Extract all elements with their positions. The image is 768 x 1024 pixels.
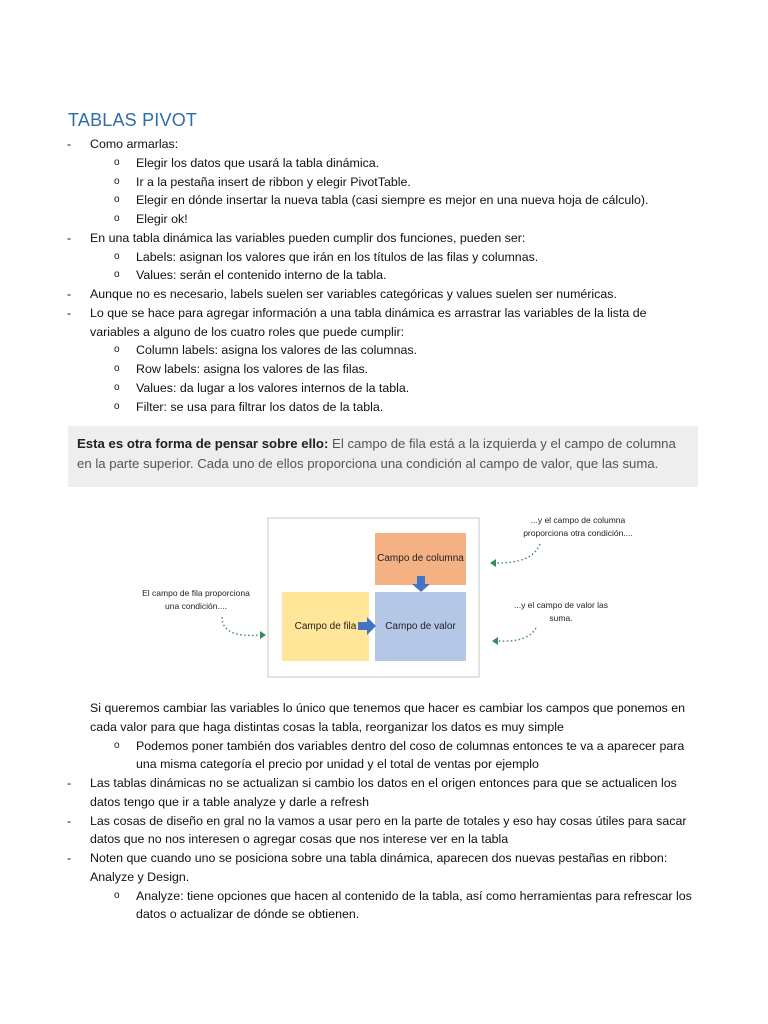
list-item-line: Noten que cuando uno se posiciona sobre una tabla dinámica, aparecen dos nuevas pestañas en ribbon: [90,851,668,865]
sub-list-item: Elegir ok! [136,212,188,226]
row-note-line2: una condición.... [165,601,227,611]
list-item-heading: Como armarlas: [90,137,179,151]
sub-list-item: Elegir en dónde insertar la nueva tabla (casi siempre es mejor en una nueva hoja de cálculo). [136,193,649,207]
sub-list-item: Row labels: asigna los valores de las filas. [136,362,369,376]
list-dash: - [67,137,72,151]
callout-rest: El campo de fila está a la izquierda y el campo de columna en la parte superior. Cada uno de ellos proporciona una condición al campo de valor, que las suma. [77,436,676,471]
sub-bullet: o [114,363,120,374]
value-note-line2: suma. [549,613,573,623]
page-title: TABLAS PIVOT [68,110,198,130]
column-field-label: Campo de columna [377,553,464,564]
list-item-line: Lo que se hace para agregar información a una tabla dinámica es arrastrar las variables de la lista de [90,306,647,320]
list-dash: - [67,287,72,301]
row-note-connector [222,617,260,635]
sub-list-item-line: Analyze: tiene opciones que hacen al contenido de la tabla, así como herramientas para refrescar los [136,889,692,903]
list-item-line: Analyze y Design. [90,870,190,884]
list-dash: - [67,851,72,865]
sub-bullet: o [114,157,120,168]
row-note-line1: El campo de fila proporciona [142,588,250,598]
sub-list-item: Column labels: asigna los valores de las columnas. [136,343,417,357]
sub-bullet: o [114,401,120,412]
callout-text [77,434,693,474]
sub-list-item: Ir a la pestaña insert de ribbon y elegir PivotTable. [136,175,411,189]
row-note-arrowhead-icon [260,631,266,639]
list-item-line: Las tablas dinámicas no se actualizan si cambio los datos en el origen entonces para que se actualicen los [90,776,677,790]
list-item: En una tabla dinámica las variables pueden cumplir dos funciones, pueden ser: [90,231,526,245]
list-dash: - [67,231,72,245]
sub-list-item-line: datos o actualizar de dónde se obtienen. [136,907,360,921]
sub-list-item-line: Podemos poner también dos variables dentro del coso de columnas entonces te va a aparecer para [136,739,685,753]
paragraph-line: Si queremos cambiar las variables lo único que tenemos que hacer es cambiar los campos que ponemos en [90,701,686,715]
column-note-line2: proporciona otra condición.... [523,528,633,538]
sub-bullet: o [114,382,120,393]
sub-list-item: Values: da lugar a los valores internos de la tabla. [136,381,410,395]
sub-bullet: o [114,344,120,355]
callout-bold: Esta es otra forma de pensar sobre ello: [77,436,329,451]
sub-bullet: o [114,740,120,751]
sub-list-item: Elegir los datos que usará la tabla dinámica. [136,156,380,170]
sub-list-item: Values: serán el contenido interno de la tabla. [136,268,387,282]
value-note-line1: ...y el campo de valor las [513,600,609,610]
column-note-arrowhead-icon [490,559,496,567]
list-item-line: datos tengo que ir a table analyze y darle a refresh [90,795,369,809]
sub-list-item: Filter: se usa para filtrar los datos de la tabla. [136,400,384,414]
sub-bullet: o [114,213,120,224]
list-item-line: variables a alguno de los cuatro roles que puede cumplir: [90,325,405,339]
list-dash: - [67,776,72,790]
paragraph-line: cada valor para que haga distintas cosas la tabla, reorganizar los datos es muy simple [90,720,564,734]
list-item-line: datos que no nos interesen o agregar cosas que nos interese ver en la tabla [90,832,509,846]
sub-bullet: o [114,890,120,901]
pivot-diagram [0,500,768,690]
sub-bullet: o [114,176,120,187]
list-item: Aunque no es necesario, labels suelen ser variables categóricas y values suelen ser numéricas. [90,287,617,301]
value-note-connector [498,628,536,641]
value-field-label: Campo de valor [385,621,456,632]
callout-box [68,426,698,487]
row-field-label: Campo de fila [294,621,357,632]
list-item-line: Las cosas de diseño en gral no la vamos a usar pero en la parte de totales y eso hay cosas útiles para sacar [90,814,687,828]
sub-list-item-line: una misma categoría el precio por unidad y el total de ventas por ejemplo [136,757,539,771]
value-note-arrowhead-icon [492,637,498,645]
sub-bullet: o [114,194,120,205]
list-dash: - [67,306,72,320]
sub-bullet: o [114,269,120,280]
column-note-connector [496,544,540,563]
sub-list-item: Labels: asignan los valores que irán en los títulos de las filas y columnas. [136,250,539,264]
list-dash: - [67,814,72,828]
column-note-line1: ...y el campo de columna [530,515,626,525]
sub-bullet: o [114,251,120,262]
